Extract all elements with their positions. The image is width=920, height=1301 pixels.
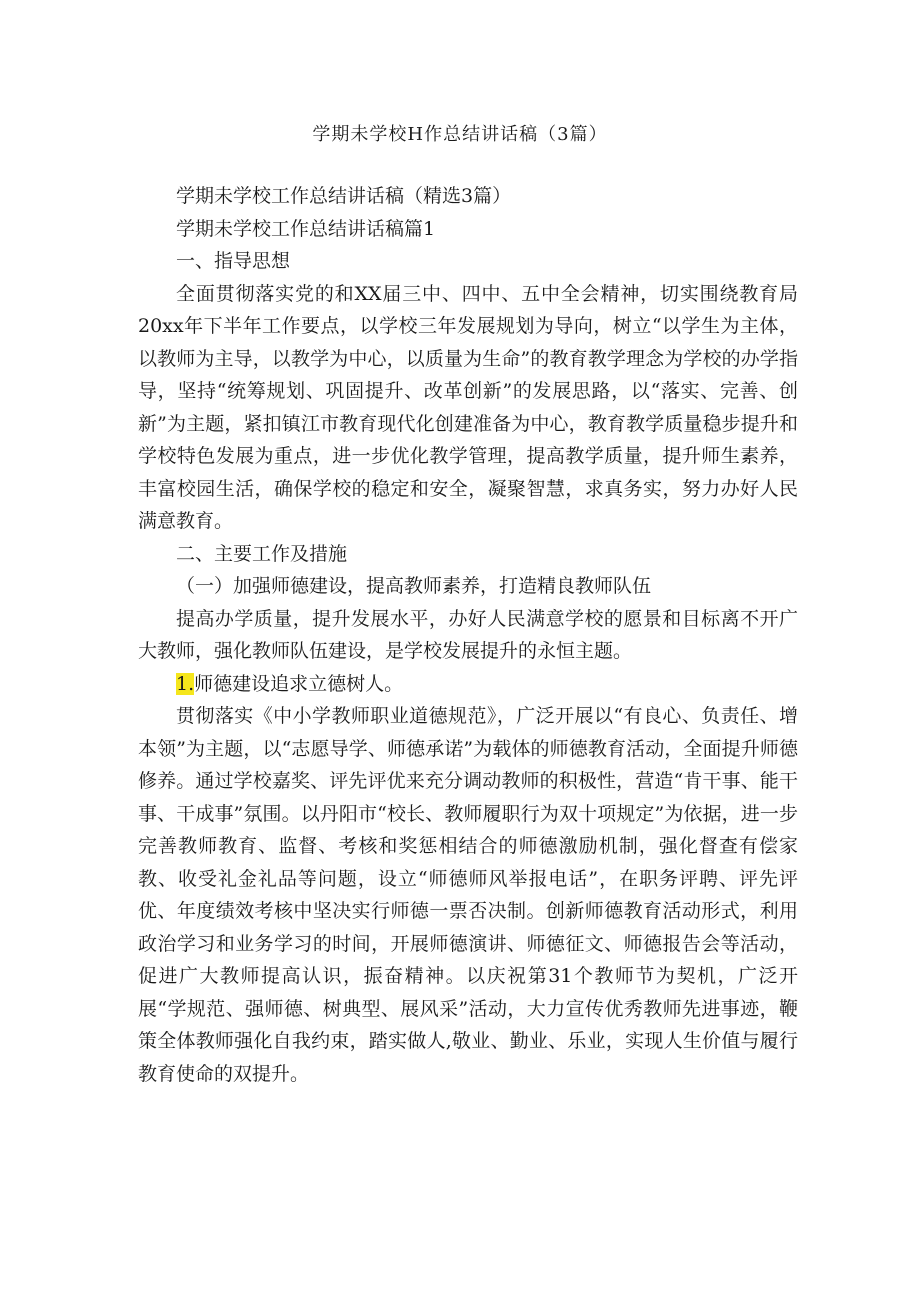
- section-heading-article-1: 学期未学校工作总结讲话稿篇1: [176, 217, 436, 240]
- heading-guiding-ideology: 一、指导思想: [176, 250, 291, 272]
- item-text: 师德建设追求立德树人。: [194, 672, 404, 695]
- document-title: 学期未学校H作总结讲话稿（3篇）: [312, 124, 608, 145]
- paragraph-teacher-team: 提高办学质量，提升发展水平，办好人民满意学校的愿景和目标离不开广大教师，强化教师队伍建设，是学校发展提升的永恒主题。: [138, 607, 798, 662]
- paragraph-ethics-detail: 贯彻落实《中小学教师职业道德规范》，广泛开展以“有良心、负责任、增本领”为主题，以“志愿导学、师德承诺”为载体的师德教育活动，全面提升师德修养。通过学校嘉奖、评先评优来充分调动教师的积极性，营造“肯干事、能干事、干成事”氛围。以丹阳市“校长、教师履职行为双十项规定”为依据，进一步完善教师教育、监督、考核和奖惩相结合的师德激励机制，强化督查有偿家教、收受礼金礼品等问题，设立“师德师风举报电话”，在职务评聘、评先评优、年度绩效考核中坚决实行师德一票否决制。创新师德教育活动形式，利用政治学习和业务学习的时间，开展师德演讲、师德征文、师德报告会等活动，促进广大教师提高认识，振奋精神。以庆祝第31个教师节为契机，广泛开展“学规范、强师德、树典型、展风采”活动，大力宣传优秀教师先进事迹，鞭策全体教师强化自我约束，踏实做人,敬业、勤业、乐业，实现人生价值与履行教育使命的双提升。: [138, 705, 798, 1085]
- heading-main-work: 二、主要工作及措施: [176, 542, 348, 565]
- document-body: [138, 180, 798, 1090]
- subtitle: 学期未学校工作总结讲话稿（精选3篇）: [176, 185, 512, 207]
- paragraph-guiding-ideology: 全面贯彻落实党的和XX届三中、四中、五中全会精神，切实围绕教育局20xx年下半年工作要点，以学校三年发展规划为导向，树立“以学生为主体，以教师为主导，以教学为中心，以质量为生命”的教育教学理念为学校的办学指导，坚持“统筹规划、巩固提升、改革创新”的发展思路，以“落实、完善、创新”为主题，紧扣镇江市教育现代化创建准备为中心，教育教学质量稳步提升和学校特色发展为重点，进一步优化教学管理，提高教学质量，提升师生素养，丰富校园生活，确保学校的稳定和安全，凝聚智慧，求真务实，努力办好人民满意教育。: [138, 282, 798, 532]
- list-item-1: [138, 668, 798, 701]
- subheading-teacher-ethics: （一）加强师德建设，提高教师素养，打造精良教师队伍: [176, 575, 652, 597]
- item-number-highlight: 1.: [176, 672, 195, 695]
